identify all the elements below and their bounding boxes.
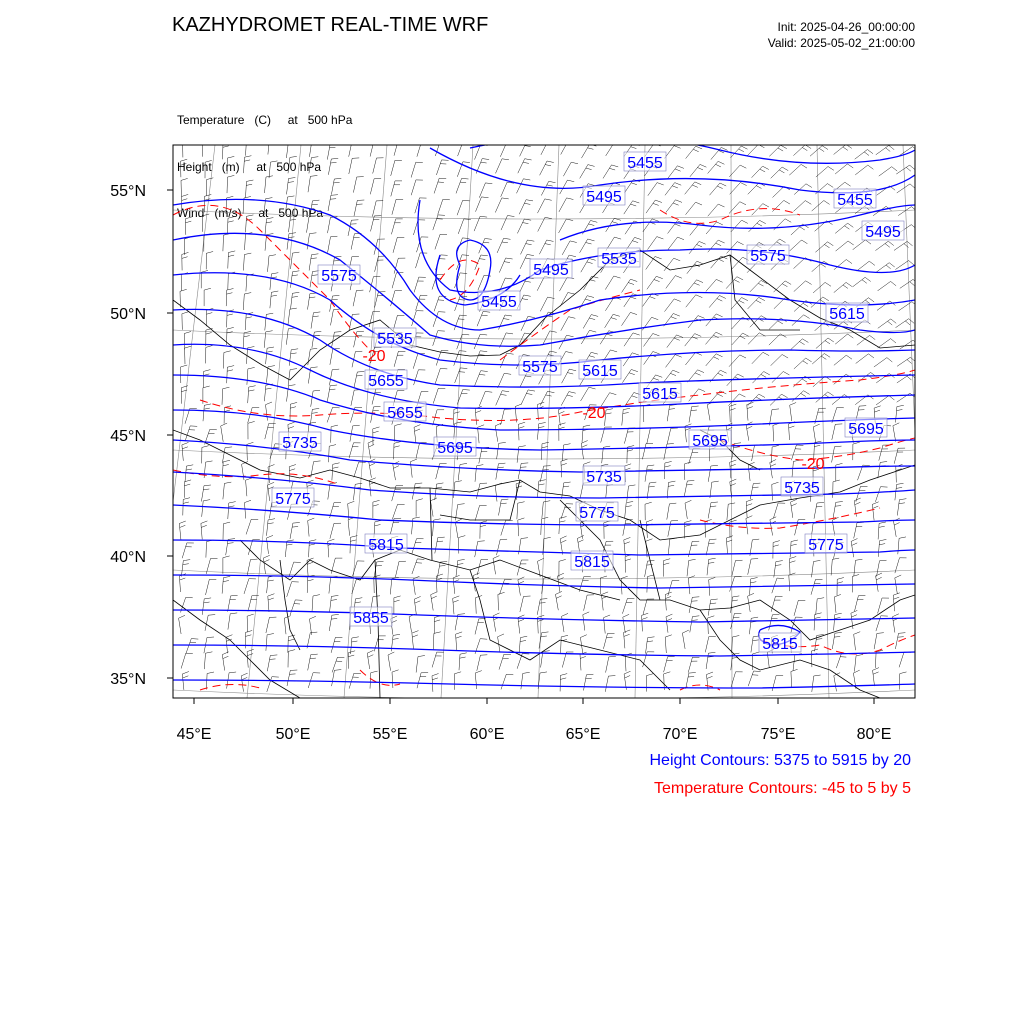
height-contour-label <box>862 221 904 241</box>
height-contour-label <box>374 328 416 348</box>
height-contour-label-text: 5695 <box>437 440 473 457</box>
height-contours <box>173 134 915 688</box>
height-contour-label <box>583 186 625 206</box>
height-contour-label-text: 5495 <box>865 224 901 241</box>
field-temperature: Temperature (C) at 500 hPa <box>177 113 353 127</box>
valid-time: Valid: 2025-05-02_21:00:00 <box>767 36 915 50</box>
height-contour-label-text: 5615 <box>642 386 678 403</box>
height-contour-label <box>530 259 572 279</box>
lat-tick-label: 55°N <box>110 183 146 200</box>
height-contour-label-text: 5575 <box>321 268 357 285</box>
height-contour-label <box>834 189 876 209</box>
temperature-contour-label-text: -20 <box>362 348 386 365</box>
height-contour-label-text: 5735 <box>586 469 622 486</box>
height-contour-label-text: 5535 <box>601 251 637 268</box>
height-contour-label <box>318 265 360 285</box>
height-contour-label-text: 5815 <box>368 537 404 554</box>
height-contour-label-text: 5735 <box>784 480 820 497</box>
height-contour-label <box>759 633 801 653</box>
height-contour-label-text: 5455 <box>481 294 517 311</box>
height-contour-label <box>434 437 476 457</box>
height-contour-label <box>805 534 847 554</box>
height-contour-label-text: 5695 <box>692 433 728 450</box>
height-contour-label <box>365 370 407 390</box>
chart-title: KAZHYDROMET REAL-TIME WRF <box>172 14 489 36</box>
height-contour-label-text: 5775 <box>808 537 844 554</box>
lon-tick-label: 50°E <box>275 726 311 743</box>
height-contour-label-text: 5655 <box>368 373 404 390</box>
height-contour-label <box>576 502 618 522</box>
height-contour-label <box>598 248 640 268</box>
height-contour-label-text: 5775 <box>579 505 615 522</box>
height-contour-label-text: 5815 <box>762 636 798 653</box>
lon-tick-label: 55°E <box>372 726 408 743</box>
temperature-contour-label <box>582 405 605 422</box>
lon-tick-label: 80°E <box>856 726 892 743</box>
height-contour-label-text: 5735 <box>282 435 318 452</box>
temperature-contour-label-text: -20 <box>582 405 606 422</box>
height-contour-label <box>571 551 613 571</box>
height-contour-label <box>478 291 520 311</box>
height-contour-label-text: 5495 <box>533 262 569 279</box>
lon-tick-label: 65°E <box>565 726 601 743</box>
height-contour-label-text: 5575 <box>750 248 786 265</box>
field-height: Height (m) at 500 hPa <box>177 159 322 174</box>
height-contour-label-text: 5615 <box>582 363 618 380</box>
field-wind: Wind (m/s) at 500 hPa <box>177 206 324 220</box>
height-contour-label-text: 5815 <box>574 554 610 571</box>
height-contour-label <box>747 245 789 265</box>
lat-tick-label: 35°N <box>110 671 146 688</box>
height-contour-label <box>279 432 321 452</box>
height-contour-label <box>624 152 666 172</box>
lon-tick-label: 60°E <box>469 726 505 743</box>
height-contour-label <box>689 430 731 450</box>
height-contour-label <box>826 303 868 323</box>
init-time: Init: 2025-04-26_00:00:00 <box>777 20 915 34</box>
temperature-contour-label-text: -20 <box>801 456 825 473</box>
height-contour-label-text: 5535 <box>377 331 413 348</box>
height-contour-label-text: 5495 <box>586 189 622 206</box>
height-contour-label <box>639 383 681 403</box>
height-contour-label <box>781 477 823 497</box>
height-contour-label <box>579 360 621 380</box>
height-contour-label-text: 5775 <box>275 491 311 508</box>
lon-tick-label: 45°E <box>176 726 212 743</box>
lon-tick-label: 75°E <box>760 726 796 743</box>
lat-tick-label: 50°N <box>110 306 146 323</box>
height-contour-label-text: 5575 <box>522 359 558 376</box>
height-contour-label <box>519 356 561 376</box>
height-contour-label <box>365 534 407 554</box>
height-contour-label-text: 5855 <box>353 610 389 627</box>
axis-ticks <box>110 183 891 743</box>
height-contour-label <box>272 488 314 508</box>
height-contour-label-text: 5655 <box>387 405 423 422</box>
height-contour-label <box>350 607 392 627</box>
height-contour-label <box>384 402 426 422</box>
height-contour-label <box>583 466 625 486</box>
temperature-contour-label <box>801 456 824 473</box>
temperature-contour-label <box>362 348 385 365</box>
height-contour-label-text: 5695 <box>848 421 884 438</box>
height-contour-label-text: 5615 <box>829 306 865 323</box>
lon-tick-label: 70°E <box>662 726 698 743</box>
height-contour-label <box>845 418 887 438</box>
height-contour-label-text: 5455 <box>627 155 663 172</box>
lat-tick-label: 40°N <box>110 549 146 566</box>
height-legend: Height Contours: 5375 to 5915 by 20 <box>649 752 911 769</box>
temperature-legend: Temperature Contours: -45 to 5 by 5 <box>653 780 911 797</box>
lat-tick-label: 45°N <box>110 428 146 445</box>
height-contour-label-text: 5455 <box>837 192 873 209</box>
